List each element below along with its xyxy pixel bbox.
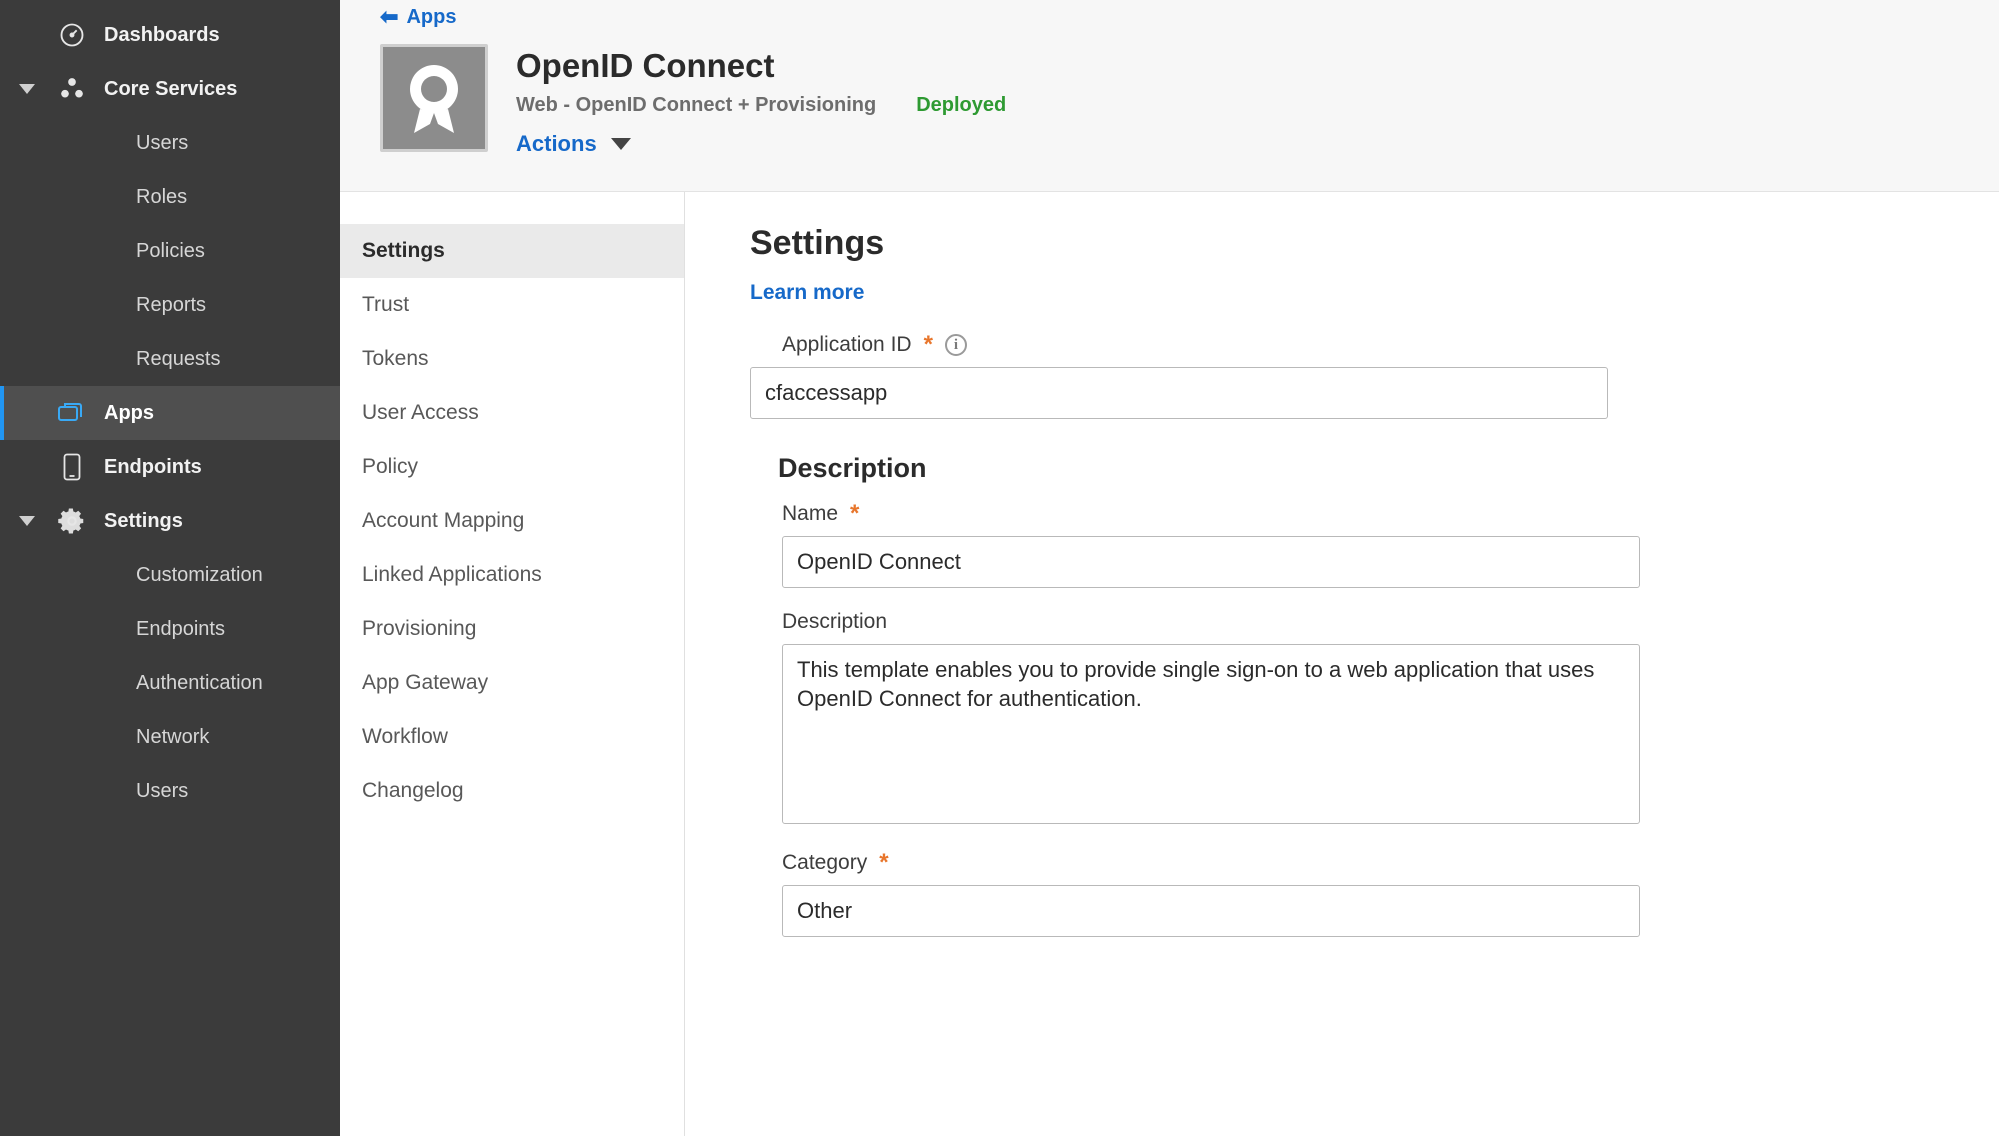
description-label: Description (782, 610, 888, 633)
tab-trust[interactable] (340, 278, 684, 332)
breadcrumb-back-apps[interactable] (380, 0, 1999, 34)
tab-policy[interactable] (340, 440, 684, 494)
actions-menu[interactable] (516, 131, 1006, 157)
app-header (340, 0, 1999, 192)
application-id-label-row (782, 333, 1999, 357)
services-icon (44, 75, 100, 103)
tab-account-mapping[interactable] (340, 494, 684, 548)
sidebar-item-label: Endpoints (136, 617, 225, 640)
sidebar-item-label: Users (136, 131, 189, 154)
tab-settings[interactable] (340, 224, 684, 278)
sidebar-item-endpoints[interactable] (0, 440, 340, 494)
tab-label: Settings (362, 239, 445, 262)
sidebar-item-dashboards[interactable] (0, 8, 340, 62)
sidebar-item-reports[interactable] (0, 278, 340, 332)
award-ribbon-icon (380, 44, 488, 152)
category-field (750, 851, 1999, 937)
app-meta (516, 44, 1006, 157)
tab-label: Provisioning (362, 617, 477, 640)
breadcrumb-label: Apps (406, 5, 457, 28)
sidebar-item-label: Network (136, 725, 210, 748)
tab-label: Changelog (362, 779, 464, 802)
name-label: Name (782, 502, 839, 525)
sidebar-item-settings-endpoints[interactable] (0, 602, 340, 656)
required-asterisk: * (879, 849, 889, 876)
chevron-down-icon[interactable] (10, 84, 44, 95)
tab-linked-applications[interactable] (340, 548, 684, 602)
app-sub-row (516, 94, 1006, 117)
sidebar-item-users[interactable] (0, 116, 340, 170)
name-field (750, 502, 1999, 588)
learn-more-link[interactable]: Learn more (750, 281, 865, 304)
device-icon (44, 453, 100, 481)
sidebar-item-label: Settings (104, 509, 183, 532)
description-textarea[interactable] (782, 644, 1640, 824)
body-area (340, 192, 1999, 1136)
app-subtitle: Web - OpenID Connect + Provisioning (516, 94, 877, 117)
sidebar-item-label: Users (136, 779, 189, 802)
settings-tab-list (340, 192, 685, 1136)
sidebar-item-label: Core Services (104, 77, 238, 100)
sidebar-item-settings-users[interactable] (0, 764, 340, 818)
tab-label: Account Mapping (362, 509, 525, 532)
description-label-row (782, 610, 1999, 634)
tab-label: User Access (362, 401, 479, 424)
gear-icon (44, 506, 100, 536)
sidebar-item-label: Policies (136, 239, 205, 262)
sidebar-item-label: Reports (136, 293, 207, 316)
tab-changelog[interactable] (340, 764, 684, 818)
sidebar-item-label: Roles (136, 185, 188, 208)
settings-title: Settings (750, 224, 885, 262)
tab-label: Workflow (362, 725, 448, 748)
gauge-icon (44, 21, 100, 49)
status-badge: Deployed (916, 94, 1007, 117)
sidebar (0, 0, 340, 1136)
category-label: Category (782, 851, 868, 874)
app-identity (380, 34, 1999, 157)
sidebar-item-label: Dashboards (104, 23, 220, 46)
tab-workflow[interactable] (340, 710, 684, 764)
description-section-title: Description (778, 453, 927, 483)
name-input[interactable] (782, 536, 1640, 588)
actions-label: Actions (516, 131, 597, 157)
sidebar-item-authentication[interactable] (0, 656, 340, 710)
sidebar-item-label: Endpoints (104, 455, 202, 478)
tab-label: Tokens (362, 347, 429, 370)
sidebar-item-customization[interactable] (0, 548, 340, 602)
tab-tokens[interactable] (340, 332, 684, 386)
sidebar-item-label: Customization (136, 563, 263, 586)
sidebar-item-policies[interactable] (0, 224, 340, 278)
category-label-row (782, 851, 1999, 875)
tab-label: App Gateway (362, 671, 489, 694)
sidebar-item-apps[interactable] (0, 386, 340, 440)
sidebar-item-core-services[interactable] (0, 62, 340, 116)
name-label-row (782, 502, 1999, 526)
sidebar-item-network[interactable] (0, 710, 340, 764)
apps-icon (44, 401, 100, 425)
application-id-input[interactable] (750, 367, 1608, 419)
tab-app-gateway[interactable] (340, 656, 684, 710)
sidebar-item-requests[interactable] (0, 332, 340, 386)
page-title: OpenID Connect (516, 47, 775, 84)
info-icon[interactable]: i (945, 334, 967, 356)
main-content (340, 0, 1999, 1136)
sidebar-item-label: Requests (136, 347, 221, 370)
tab-label: Linked Applications (362, 563, 542, 586)
required-asterisk: * (923, 331, 933, 358)
description-field (750, 610, 1999, 829)
settings-pane (685, 192, 1999, 1136)
tab-label: Policy (362, 455, 419, 478)
chevron-down-icon (611, 138, 631, 150)
category-input[interactable] (782, 885, 1640, 937)
chevron-down-icon[interactable] (10, 516, 44, 527)
tab-user-access[interactable] (340, 386, 684, 440)
application-id-label: Application ID (782, 333, 912, 356)
tab-label: Trust (362, 293, 410, 316)
sidebar-item-settings[interactable] (0, 494, 340, 548)
sidebar-item-label: Apps (104, 401, 154, 424)
sidebar-item-label: Authentication (136, 671, 263, 694)
application-id-field (750, 333, 1999, 419)
tab-provisioning[interactable] (340, 602, 684, 656)
back-arrow-icon: ⬅ (380, 4, 399, 29)
sidebar-item-roles[interactable] (0, 170, 340, 224)
required-asterisk: * (850, 500, 860, 527)
